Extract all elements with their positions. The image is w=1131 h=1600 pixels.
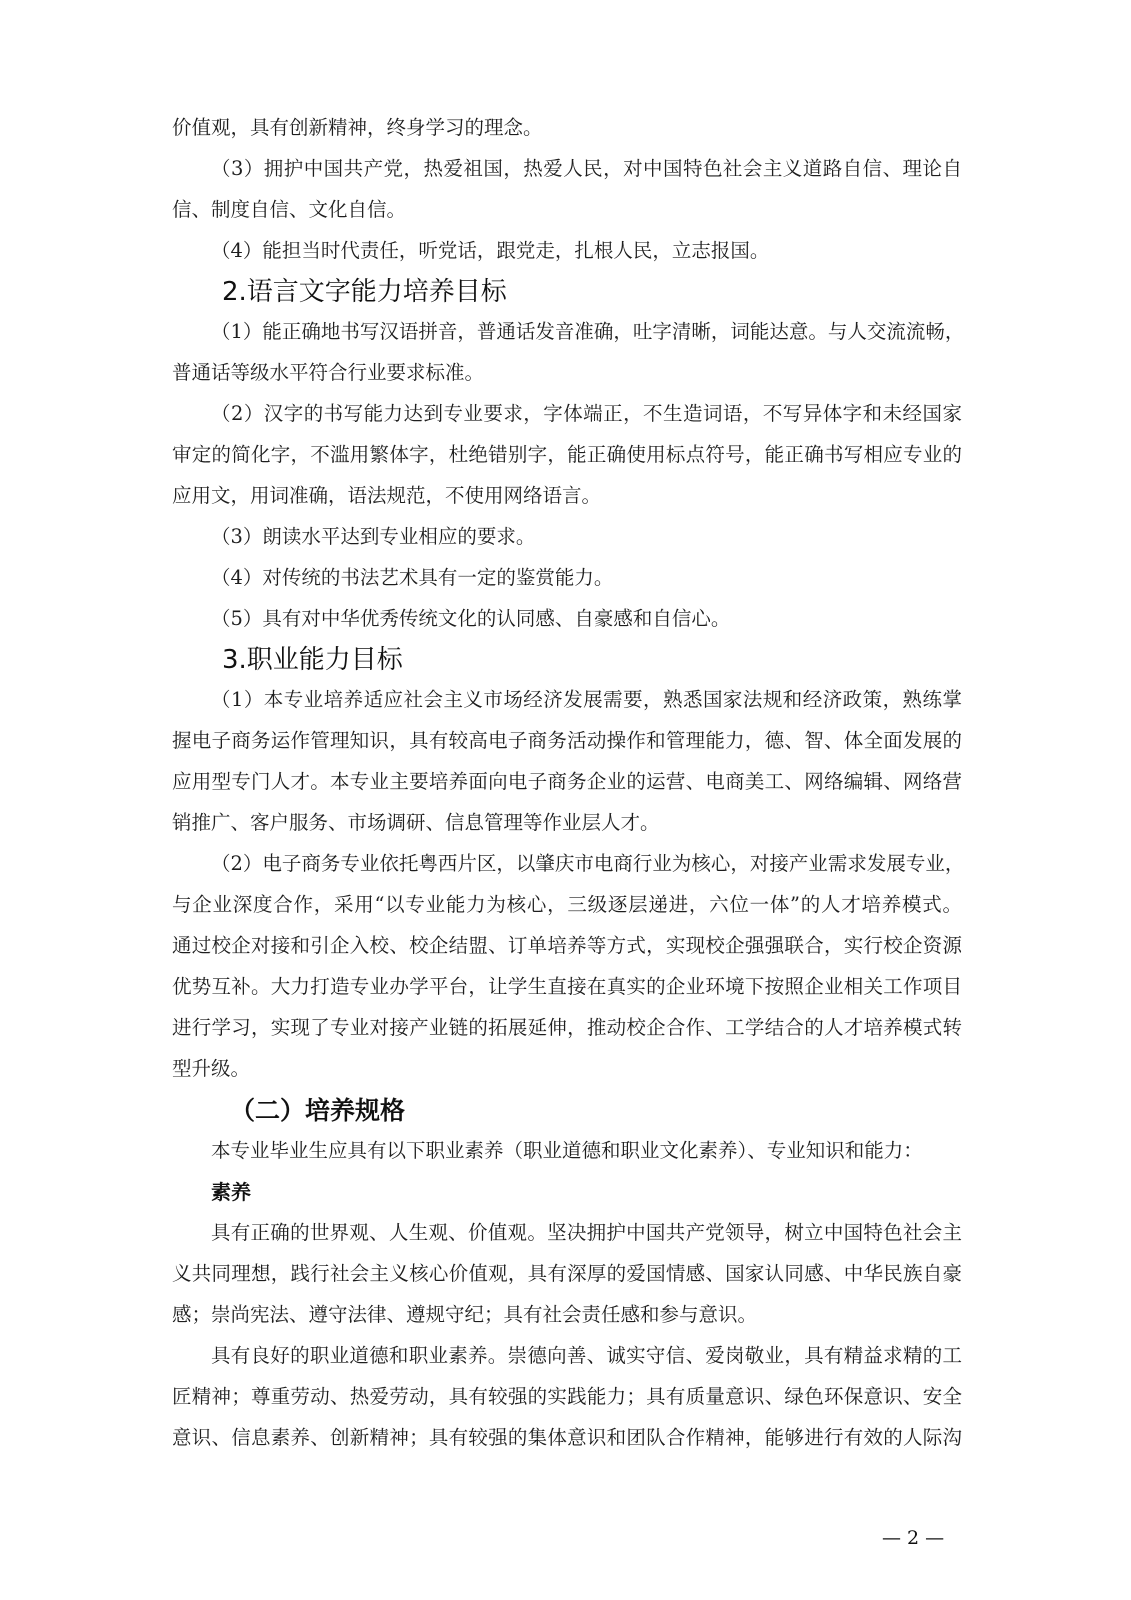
paragraph-line: 具有良好的职业道德和职业素养。崇德向善、诚实守信、爱岗敬业，具有精益求精的工 (211, 1344, 962, 1367)
paragraph-line: （2）电子商务专业依托粤西片区，以肇庆市电商行业为核心，对接产业需求发展专业， (211, 852, 965, 875)
paragraph-line: 握电子商务运作管理知识，具有较高电子商务活动操作和管理能力，德、智、体全面发展的 (172, 729, 962, 752)
paragraph-line: （2）汉字的书写能力达到专业要求，字体端正，不生造词语，不写异体字和未经国家 (211, 402, 962, 425)
paragraph-line: （1）本专业培养适应社会主义市场经济发展需要，熟悉国家法规和经济政策，熟练掌 (211, 688, 962, 711)
paragraph-line: （4）对传统的书法艺术具有一定的鉴赏能力。 (211, 566, 614, 589)
paragraph-line: 本专业毕业生应具有以下职业素养（职业道德和职业文化素养）、专业知识和能力： (211, 1139, 923, 1162)
paragraph-line: 型升级。 (172, 1057, 251, 1080)
paragraph-line: 义共同理想，践行社会主义核心价值观，具有深厚的爱国情感、国家认同感、中华民族自豪 (172, 1262, 962, 1285)
paragraph-line: （4）能担当时代责任，听党话，跟党走，扎根人民，立志报国。 (211, 239, 770, 262)
paragraph-line: （1）能正确地书写汉语拼音，普通话发音准确，吐字清晰，词能达意。与人交流流畅， (211, 320, 965, 343)
paragraph-line: 信、制度自信、文化自信。 (172, 198, 407, 221)
paragraph-line: 审定的简化字，不滥用繁体字，杜绝错别字，能正确使用标点符号，能正确书写相应专业的 (172, 443, 962, 466)
paragraph-line: 匠精神；尊重劳动、热爱劳动，具有较强的实践能力；具有质量意识、绿色环保意识、安全 (172, 1385, 962, 1408)
paragraph-line: （5）具有对中华优秀传统文化的认同感、自豪感和自信心。 (211, 607, 731, 630)
paragraph-line: 价值观，具有创新精神，终身学习的理念。 (172, 116, 543, 139)
paragraph-line: 优势互补。大力打造专业办学平台，让学生直接在真实的企业环境下按照企业相关工作项目 (172, 975, 962, 998)
paragraph-line: （3）朗读水平达到专业相应的要求。 (211, 525, 536, 548)
page-number: — 2 — (882, 1527, 945, 1549)
paragraph-line: 普通话等级水平符合行业要求标准。 (172, 361, 485, 384)
paragraph-line: 应用文，用词准确，语法规范，不使用网络语言。 (172, 484, 602, 507)
paragraph-line: 与企业深度合作，采用“以专业能力为核心，三级逐层递进，六位一体”的人才培养模式。 (172, 893, 962, 916)
subsection-heading: （二）培养规格 (230, 1096, 406, 1125)
section-heading: 3.职业能力目标 (222, 645, 403, 675)
section-heading: 2.语言文字能力培养目标 (222, 277, 507, 307)
paragraph-line: 具有正确的世界观、人生观、价值观。坚决拥护中国共产党领导，树立中国特色社会主 (211, 1221, 962, 1244)
paragraph-line: 销推广、客户服务、市场调研、信息管理等作业层人才。 (172, 811, 660, 834)
paragraph-line: （3）拥护中国共产党，热爱祖国，热爱人民，对中国特色社会主义道路自信、理论自 (211, 157, 962, 180)
paragraph-line: 意识、信息素养、创新精神；具有较强的集体意识和团队合作精神，能够进行有效的人际沟 (172, 1426, 962, 1449)
paragraph-line: 应用型专门人才。本专业主要培养面向电子商务企业的运营、电商美工、网络编辑、网络营 (172, 770, 962, 793)
paragraph-line: 通过校企对接和引企入校、校企结盟、订单培养等方式，实现校企强强联合，实行校企资源 (172, 934, 962, 957)
paragraph-line: 感；崇尚宪法、遵守法律、遵规守纪；具有社会责任感和参与意识。 (172, 1303, 758, 1326)
paragraph-line: 进行学习，实现了专业对接产业链的拓展延伸，推动校企合作、工学结合的人才培养模式转 (172, 1016, 962, 1039)
bold-subheading: 素养 (211, 1180, 251, 1204)
